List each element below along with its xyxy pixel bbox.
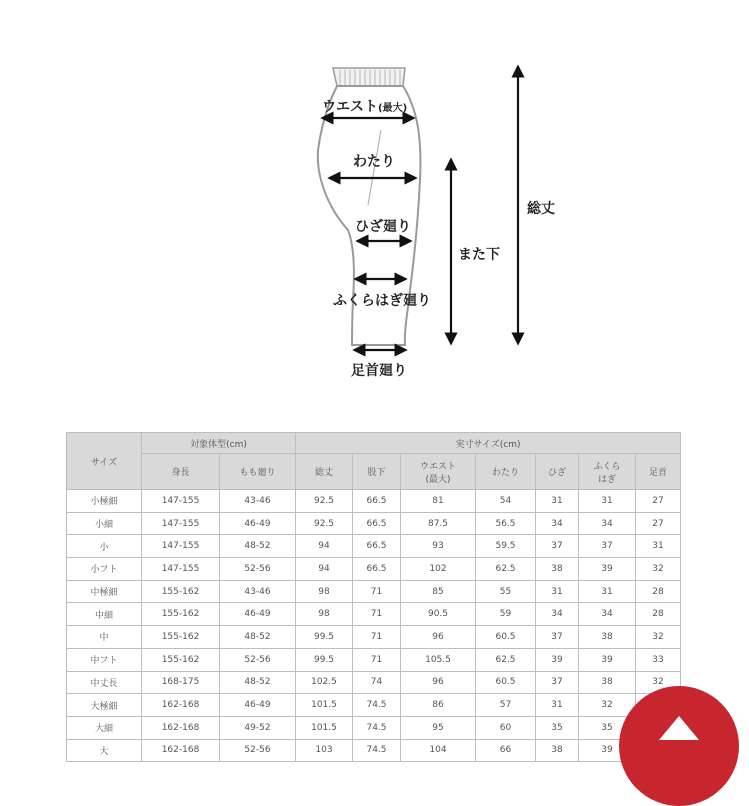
size-table <box>66 432 681 762</box>
waist-label-text: ウエスト <box>322 99 378 115</box>
table-cell: 31 <box>579 490 636 513</box>
table-cell: 162-168 <box>142 694 220 717</box>
table-cell: 155-162 <box>142 648 220 671</box>
table-cell: 37 <box>579 535 636 558</box>
table-cell: 59 <box>476 603 536 626</box>
size-name-cell: 中フト <box>67 648 142 671</box>
calf-label: ふくらはぎ廻り <box>333 293 431 309</box>
size-name-cell: 中 <box>67 626 142 649</box>
triangle-up-icon <box>657 714 701 744</box>
waistband-shape <box>333 68 405 86</box>
table-cell: 28 <box>636 580 681 603</box>
table-cell: 71 <box>353 580 401 603</box>
table-cell: 33 <box>636 648 681 671</box>
table-row <box>67 716 681 739</box>
table-cell: 85 <box>401 580 476 603</box>
table-cell: 52-56 <box>220 648 296 671</box>
table-cell: 101.5 <box>296 694 353 717</box>
table-cell: 155-162 <box>142 603 220 626</box>
table-cell: 32 <box>636 558 681 581</box>
table-cell: 92.5 <box>296 512 353 535</box>
table-cell: 52-56 <box>220 739 296 762</box>
total-length-label: 総丈 <box>527 201 555 217</box>
table-cell: 56.5 <box>476 512 536 535</box>
table-row <box>67 626 681 649</box>
table-cell: 66.5 <box>353 558 401 581</box>
thigh-girth-column-header: もも廻り <box>220 454 296 490</box>
table-cell: 62.5 <box>476 558 536 581</box>
thigh-label: わたり <box>353 154 395 170</box>
table-cell: 87.5 <box>401 512 476 535</box>
table-cell: 93 <box>401 535 476 558</box>
table-cell: 98 <box>296 580 353 603</box>
table-cell: 102 <box>401 558 476 581</box>
table-cell: 66.5 <box>353 490 401 513</box>
size-name-cell: 大 <box>67 739 142 762</box>
table-cell: 162-168 <box>142 716 220 739</box>
table-cell: 74.5 <box>353 694 401 717</box>
table-cell: 94 <box>296 535 353 558</box>
table-cell: 168-175 <box>142 671 220 694</box>
calf-header-line1: ふくら <box>593 461 621 472</box>
table-cell: 92.5 <box>296 490 353 513</box>
table-cell: 39 <box>579 558 636 581</box>
table-row <box>67 535 681 558</box>
inseam-label: また下 <box>458 247 500 263</box>
table-cell: 147-155 <box>142 535 220 558</box>
table-cell: 27 <box>636 512 681 535</box>
table-cell: 43-46 <box>220 490 296 513</box>
ankle-column-header: 足首 <box>636 454 681 490</box>
table-cell: 34 <box>579 603 636 626</box>
table-cell: 66.5 <box>353 512 401 535</box>
table-cell: 96 <box>401 671 476 694</box>
table-cell: 37 <box>536 671 579 694</box>
table-cell: 43-46 <box>220 580 296 603</box>
table-cell: 49-52 <box>220 716 296 739</box>
table-row <box>67 648 681 671</box>
table-cell: 31 <box>536 490 579 513</box>
ankle-label: 足首廻り <box>351 363 407 379</box>
table-cell: 48-52 <box>220 671 296 694</box>
table-cell: 62.5 <box>476 648 536 671</box>
waist-header-line1: ウエスト <box>419 461 456 472</box>
table-cell: 99.5 <box>296 626 353 649</box>
size-name-cell: 大極細 <box>67 694 142 717</box>
table-cell: 31 <box>536 694 579 717</box>
table-row <box>67 558 681 581</box>
table-row <box>67 490 681 513</box>
table-cell: 39 <box>579 739 636 762</box>
table-cell: 66.5 <box>353 535 401 558</box>
table-cell: 32 <box>636 671 681 694</box>
table-row <box>67 603 681 626</box>
table-cell: 39 <box>536 648 579 671</box>
table-cell: 55 <box>476 580 536 603</box>
height-column-header: 身長 <box>142 454 220 490</box>
size-name-cell: 中丈長 <box>67 671 142 694</box>
table-cell: 60.5 <box>476 671 536 694</box>
size-name-cell: 小極細 <box>67 490 142 513</box>
table-cell: 35 <box>536 716 579 739</box>
table-cell: 38 <box>579 671 636 694</box>
table-cell: 94 <box>296 558 353 581</box>
table-cell: 74.5 <box>353 739 401 762</box>
table-cell: 38 <box>579 626 636 649</box>
table-cell: 74.5 <box>353 716 401 739</box>
table-cell: 103 <box>296 739 353 762</box>
table-cell: 59.5 <box>476 535 536 558</box>
table-cell: 57 <box>476 694 536 717</box>
waist-label <box>322 96 407 116</box>
knee-column-header: ひざ <box>536 454 579 490</box>
table-cell: 34 <box>579 512 636 535</box>
table-cell: 147-155 <box>142 512 220 535</box>
actual-size-group-header: 実寸サイズ(cm) <box>296 433 681 454</box>
size-table-body <box>67 490 681 762</box>
table-cell: 37 <box>536 626 579 649</box>
leggings-illustration <box>0 0 749 400</box>
table-cell: 104 <box>401 739 476 762</box>
table-cell: 71 <box>353 626 401 649</box>
size-name-cell: 小細 <box>67 512 142 535</box>
table-cell: 60.5 <box>476 626 536 649</box>
waist-label-note: (最大) <box>378 103 408 114</box>
table-cell: 52-56 <box>220 558 296 581</box>
table-cell: 66 <box>476 739 536 762</box>
table-cell: 38 <box>536 739 579 762</box>
table-cell: 60 <box>476 716 536 739</box>
waist-header-line2: (最大) <box>425 474 451 485</box>
table-cell: 105.5 <box>401 648 476 671</box>
table-cell: 95 <box>401 716 476 739</box>
table-cell: 31 <box>579 580 636 603</box>
table-cell: 32 <box>636 626 681 649</box>
table-cell: 28 <box>636 603 681 626</box>
size-name-cell: 小 <box>67 535 142 558</box>
table-cell: 155-162 <box>142 626 220 649</box>
table-cell: 101.5 <box>296 716 353 739</box>
table-cell: 32 <box>579 694 636 717</box>
table-row <box>67 694 681 717</box>
table-cell: 37 <box>536 535 579 558</box>
table-cell: 38 <box>536 558 579 581</box>
table-cell: 54 <box>476 490 536 513</box>
size-name-cell: 中細 <box>67 603 142 626</box>
knee-label: ひざ廻り <box>355 219 411 235</box>
table-cell: 46-49 <box>220 603 296 626</box>
table-row <box>67 739 681 762</box>
table-cell: 99.5 <box>296 648 353 671</box>
table-cell: 71 <box>353 603 401 626</box>
table-cell: 31 <box>636 535 681 558</box>
scroll-to-top-button[interactable] <box>619 686 739 806</box>
calf-header-line2: はぎ <box>597 474 616 485</box>
size-name-cell: 中極細 <box>67 580 142 603</box>
table-cell: 35 <box>579 716 636 739</box>
table-cell: 46-49 <box>220 694 296 717</box>
table-cell: 31 <box>536 580 579 603</box>
size-name-cell: 大細 <box>67 716 142 739</box>
table-cell: 147-155 <box>142 490 220 513</box>
table-cell: 27 <box>636 490 681 513</box>
table-cell: 48-52 <box>220 626 296 649</box>
table-cell: 102.5 <box>296 671 353 694</box>
table-cell: 86 <box>401 694 476 717</box>
table-cell: 46-49 <box>220 512 296 535</box>
table-cell: 155-162 <box>142 580 220 603</box>
table-cell: 48-52 <box>220 535 296 558</box>
table-cell: 98 <box>296 603 353 626</box>
table-row <box>67 671 681 694</box>
table-cell: 34 <box>536 603 579 626</box>
table-cell: 96 <box>401 626 476 649</box>
table-cell: 81 <box>401 490 476 513</box>
table-cell: 74 <box>353 671 401 694</box>
table-row <box>67 512 681 535</box>
size-column-header: サイズ <box>67 433 142 490</box>
waist-column-header <box>401 454 476 490</box>
inseam-column-header: 股下 <box>353 454 401 490</box>
table-row <box>67 580 681 603</box>
thigh-width-column-header: わたり <box>476 454 536 490</box>
table-cell: 34 <box>536 512 579 535</box>
measurement-diagram <box>0 0 749 400</box>
table-cell: 90.5 <box>401 603 476 626</box>
table-cell: 71 <box>353 648 401 671</box>
total-length-column-header: 総丈 <box>296 454 353 490</box>
body-type-group-header: 対象体型(cm) <box>142 433 296 454</box>
calf-column-header <box>579 454 636 490</box>
table-cell: 147-155 <box>142 558 220 581</box>
size-name-cell: 小フト <box>67 558 142 581</box>
table-cell: 162-168 <box>142 739 220 762</box>
table-cell: 39 <box>579 648 636 671</box>
